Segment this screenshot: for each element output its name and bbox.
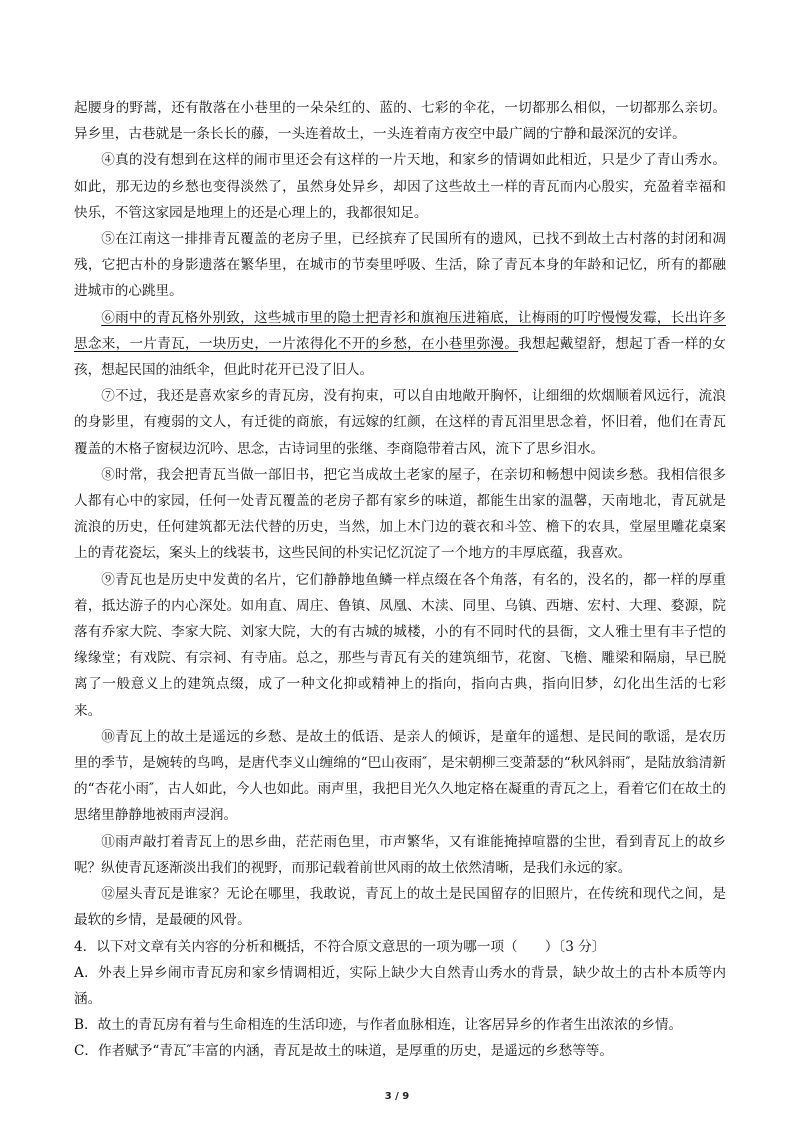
option-a: A．外表上异乡闹市青瓦房和家乡情调相近，实际上缺少大自然青山秀水的背景，缺少故土的古朴本质等内涵。 [74,964,726,1007]
paragraph-7: ⑦不过，我还是喜欢家乡的青瓦房，没有拘束，可以自由地敞开胸怀，让细细的炊烟顺着风远行，流浪的身影里，有瘦弱的文人，有迁徙的商旅，有远嫁的红颜，在这样的青瓦泪里思念着，怀旧着，他们在青瓦覆盖的木格子窗棂边沉吟、思念，古诗词里的张继、李商隐带着古风，流下了思乡泪水。 [74,388,726,457]
paragraph-6-rest: 我想起戴望舒，想起丁香一样的女孩，想起民国的油纸伞，但此时花开已没了旧人。 [74,335,726,379]
page-number: 3 / 9 [384,1091,410,1102]
paragraph-12: ⑫屋头青瓦是谁家？无论在哪里，我敢说，青瓦上的故土是民国留存的旧照片，在传统和现代之间，是最软的乡情，是最硬的风骨。 [74,886,726,929]
paragraph-4: ④真的没有想到在这样的闹市里还会有这样的一片天地，和家乡的情调如此相近，只是少了青山秀水。如此，那无边的乡愁也变得淡然了，虽然身处异乡，却因了这些故土一样的青瓦而内心殷实，充盈着幸福和快乐，不管这家园是地理上的还是心理上的，我都很知足。 [74,152,726,221]
paragraph-11: ⑪雨声敲打着青瓦上的思乡曲，茫茫雨色里，市声繁华，又有谁能掩掉喧嚣的尘世，看到青瓦上的故乡呢？纵使青瓦逐渐淡出我们的视野，而那记载着前世风雨的故土依然清晰，是我们永远的家。 [74,833,726,876]
paragraph-9: ⑨青瓦也是历史中发黄的名片，它们静静地鱼鳞一样点缀在各个角落，有名的，没名的，都一样的厚重着，抵达游子的内心深处。如甪直、周庄、鲁镇、凤凰、木渎、同里、乌镇、西塘、宏村、大理、婺源，院落有乔家大院、李家大院、刘家大院，大的有古城的城楼，小的有不同时代的县衙，文人雅士里有丰子恺的缘缘堂；有戏院、有宗祠、有寺庙。总之，那些与青瓦有关的建筑细节，花窗、飞檐、雕梁和隔扇，早已脱离了一般意义上的建筑点缀，成了一种文化抑或精神上的指向，指向古典，指向旧梦，幻化出生活的七彩来。 [74,571,726,719]
paragraph-continued: 起腰身的野蒿，还有散落在小巷里的一朵朵红的、蓝的、七彩的伞花，一切都那么相似，一切都那么亲切。异乡里，古巷就是一条长长的藤，一头连着故土，一头连着南方夜空中最广阔的宁静和最深沉的安详。 [74,100,726,143]
document-body [74,95,726,1065]
question-stem: 4．以下对文章有关内容的分析和概括，不符合原文意思的一项为哪一项（ ）〔3 分〕 [74,938,606,955]
option-c: C．作者赋予“青瓦″丰富的内涵，青瓦是故土的味道，是厚重的历史，是遥远的乡愁等等。 [74,1043,613,1060]
paragraph-5: ⑤在江南这一排排青瓦覆盖的老房子里，已经摈弃了民国所有的遗风，已找不到故土古村落的封闭和凋残，它把古朴的身影遗落在繁华里，在城市的节奏里呼吸、生活，除了青瓦本身的年龄和记忆，所有的都融进城市的心跳里。 [74,231,726,300]
option-b: B．故土的青瓦房有着与生命相连的生活印迹，与作者血脉相连，让客居异乡的作者生出浓浓的乡情。 [74,1017,683,1034]
paragraph-10: ⑩青瓦上的故土是遥远的乡愁、是故土的低语、是亲人的倾诉，是童年的遥想、是民间的歌谣，是农历里的季节，是婉转的鸟鸣，是唐代李义山缠绵的“巴山夜雨″，是宋朝柳三变萧瑟的“秋风斜雨″，是陆放翁清新的“杏花小雨″，古人如此，今人也如此。雨声里，我把目光久久地定格在凝重的青瓦之上，看着它们在故土的思绪里静静地被雨声浸润。 [74,728,726,824]
underlined-sentence: ⑥雨中的青瓦格外别致，这些城市里的隐士把青衫和旗袍压进箱底，让梅雨的叮咛慢慢发霉，长出许多思念来，一片青瓦，一块历史，一片浓得化不开的乡愁，在小巷里弥漫。 [74,309,726,352]
paragraph-6 [74,305,726,384]
paragraph-8: ⑧时常，我会把青瓦当做一部旧书，把它当成故土老家的屋子，在亲切和畅想中阅读乡愁。我相信很多人都有心中的家园，任何一处青瓦覆盖的老房子都有家乡的味道，都能生出家的温馨，天南地北，青瓦就是流浪的历史，任何建筑都无法代替的历史，当然，加上木门边的蓑衣和斗笠、檐下的农具，堂屋里雕花桌案上的青花瓷坛，案头上的线装书，这些民间的朴实记忆沉淀了一个地方的丰厚底蕴，我喜欢。 [74,466,726,562]
